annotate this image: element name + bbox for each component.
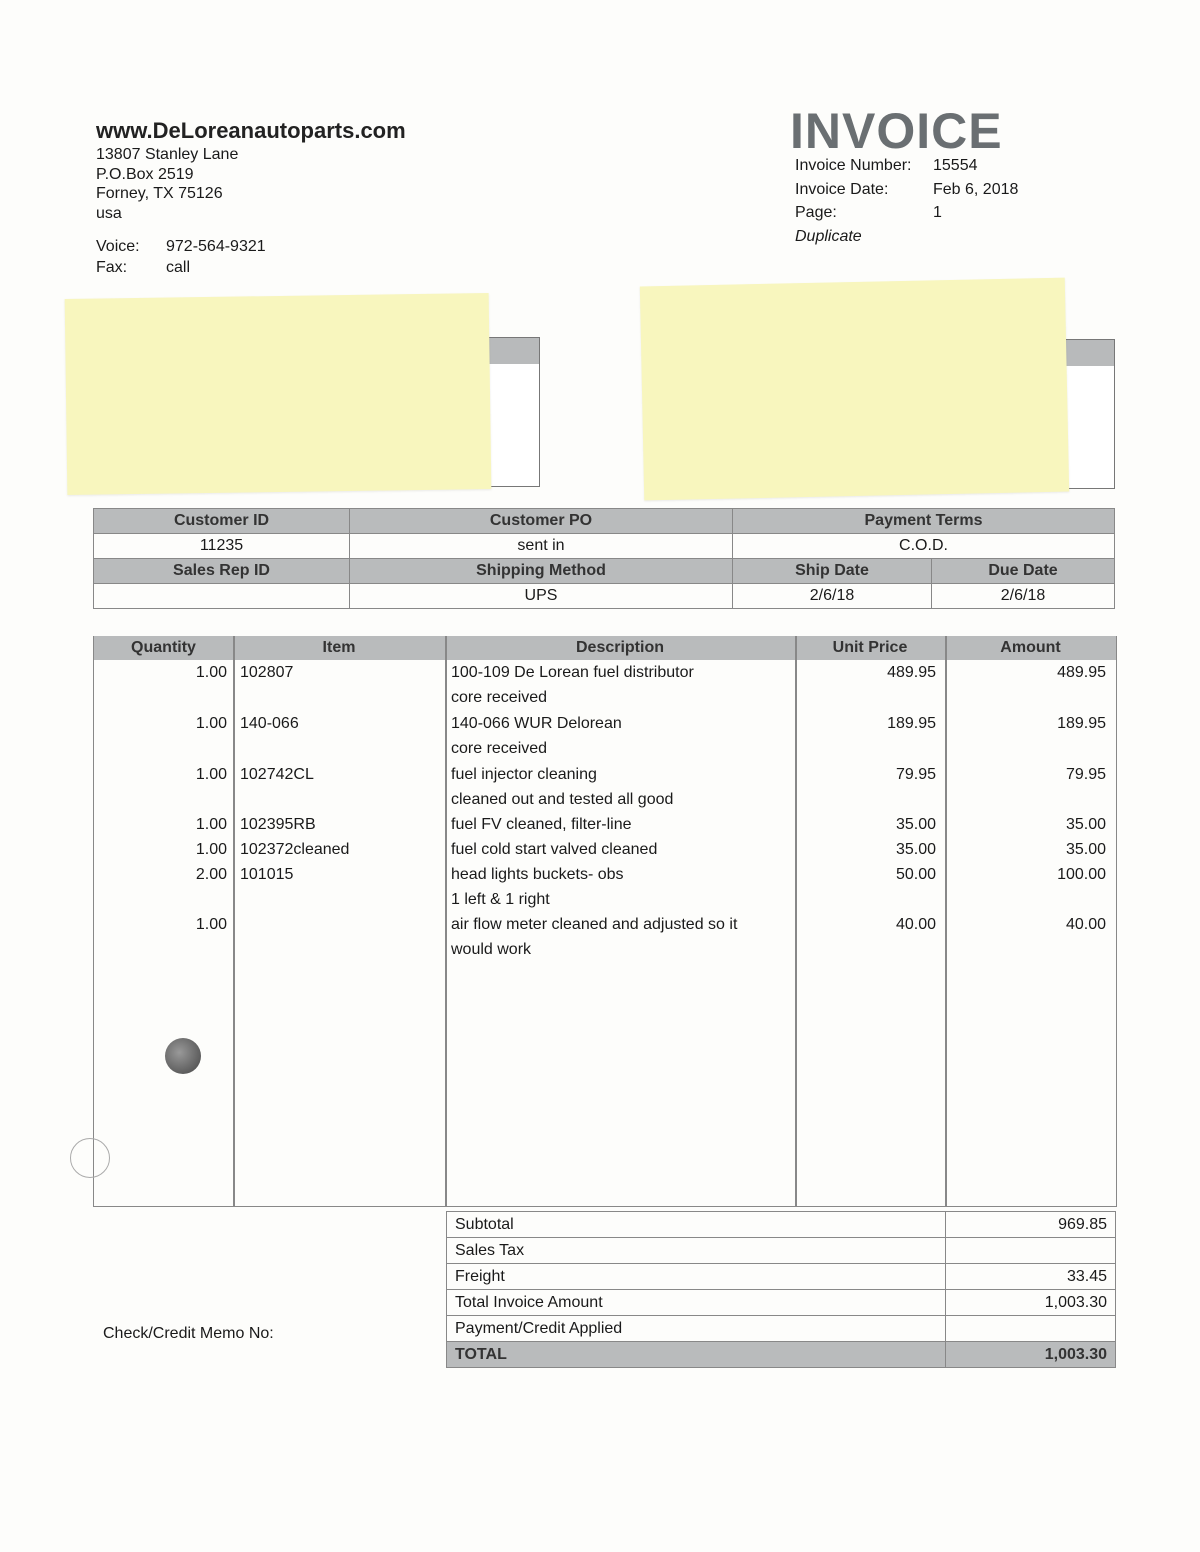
item-quantity: 1.00 xyxy=(195,841,227,858)
item-amount: 40.00 xyxy=(1065,916,1106,933)
item-amount: 79.95 xyxy=(1065,766,1106,783)
customer-po-value: sent in xyxy=(350,534,733,559)
item-description-line: 1 left & 1 right xyxy=(451,891,550,908)
item-description-line: core received xyxy=(451,689,548,706)
item-amount: 189.95 xyxy=(1057,715,1106,732)
item-description-line: 100-109 De Lorean fuel distributor xyxy=(451,664,694,681)
due-date-value: 2/6/18 xyxy=(932,584,1115,609)
sales-tax-label: Sales Tax xyxy=(447,1238,946,1264)
description-header: Description xyxy=(575,639,664,656)
sales-tax-value xyxy=(946,1238,1116,1264)
item-number: 102372cleaned xyxy=(240,841,350,858)
item-number: 140-066 xyxy=(240,715,299,732)
payment-credit-value xyxy=(946,1316,1116,1342)
sticky-note-redaction xyxy=(65,293,492,495)
address-line: 13807 Stanley Lane xyxy=(96,146,239,163)
due-date-header: Due Date xyxy=(932,559,1115,584)
item-unit-price: 189.95 xyxy=(887,715,936,732)
item-unit-price: 35.00 xyxy=(895,841,936,858)
company-contact xyxy=(96,236,266,278)
column-divider xyxy=(445,636,447,1206)
subtotal-value: 969.85 xyxy=(946,1212,1116,1238)
fax-number: call xyxy=(166,259,191,276)
invoice-date-label: Invoice Date: xyxy=(795,180,889,198)
item-amount: 489.95 xyxy=(1057,664,1106,681)
page-number: 1 xyxy=(933,204,942,221)
item-amount: 35.00 xyxy=(1065,841,1106,858)
payment-terms-header: Payment Terms xyxy=(733,509,1115,534)
duplicate-note: Duplicate xyxy=(795,228,862,245)
item-unit-price: 489.95 xyxy=(887,664,936,681)
line-items-table xyxy=(93,636,1117,1207)
hole-punch-mark xyxy=(165,1038,201,1074)
item-number: 102742CL xyxy=(240,766,314,783)
sales-rep-header: Sales Rep ID xyxy=(94,559,350,584)
item-description-line: would work xyxy=(451,941,532,958)
item-unit-price: 79.95 xyxy=(895,766,936,783)
address-line: P.O.Box 2519 xyxy=(96,165,194,183)
freight-label: Freight xyxy=(447,1264,946,1290)
total-label: TOTAL xyxy=(447,1342,946,1368)
shipping-method-value: UPS xyxy=(350,584,733,609)
amount-header: Amount xyxy=(1000,639,1061,656)
invoice-date: Feb 6, 2018 xyxy=(933,180,1019,198)
item-description-line: air flow meter cleaned and adjusted so it xyxy=(451,916,738,933)
check-credit-memo-label: Check/Credit Memo No: xyxy=(103,1325,274,1342)
invoice-number-label: Invoice Number: xyxy=(795,157,912,174)
item-quantity: 1.00 xyxy=(195,715,227,732)
item-number: 102807 xyxy=(240,664,294,681)
sales-rep-value xyxy=(94,584,350,609)
item-amount: 35.00 xyxy=(1065,816,1106,833)
invoice-number: 15554 xyxy=(933,157,978,174)
sticky-note-redaction xyxy=(640,278,1069,501)
item-quantity: 1.00 xyxy=(195,816,227,833)
item-description-line: 140-066 WUR Delorean xyxy=(451,715,622,732)
item-description-line: fuel injector cleaning xyxy=(451,766,597,783)
item-quantity: 1.00 xyxy=(195,766,227,783)
item-number: 102395RB xyxy=(240,816,316,833)
freight-value: 33.45 xyxy=(946,1264,1116,1290)
item-description-line: core received xyxy=(451,740,548,757)
unit-price-header: Unit Price xyxy=(832,639,908,656)
item-quantity: 1.00 xyxy=(195,664,227,681)
item-description-line: fuel FV cleaned, filter-line xyxy=(451,816,632,833)
item-description-line: fuel cold start valved cleaned xyxy=(451,841,658,858)
column-divider xyxy=(233,636,235,1206)
item-amount: 100.00 xyxy=(1057,866,1106,883)
customer-id-header: Customer ID xyxy=(94,509,350,534)
customer-id-value: 11235 xyxy=(94,534,350,559)
shipping-method-header: Shipping Method xyxy=(350,559,733,584)
item-number: 101015 xyxy=(240,866,294,883)
total-invoice-label: Total Invoice Amount xyxy=(447,1290,946,1316)
total-value: 1,003.30 xyxy=(946,1342,1116,1368)
item-description-line: cleaned out and tested all good xyxy=(451,791,674,808)
voice-number: 972-564-9321 xyxy=(166,238,266,255)
item-quantity: 2.00 xyxy=(195,866,227,883)
company-address xyxy=(96,145,238,223)
item-quantity: 1.00 xyxy=(195,916,227,933)
total-invoice-value: 1,003.30 xyxy=(946,1290,1116,1316)
address-line: usa xyxy=(96,204,122,222)
ship-date-value: 2/6/18 xyxy=(733,584,932,609)
item-header: Item xyxy=(322,639,356,656)
item-unit-price: 35.00 xyxy=(895,816,936,833)
company-url: www.DeLoreanautoparts.com xyxy=(96,118,406,143)
ship-date-header: Ship Date xyxy=(733,559,932,584)
subtotal-label: Subtotal xyxy=(447,1212,946,1238)
fax-label: Fax: xyxy=(96,259,128,276)
item-unit-price: 40.00 xyxy=(895,916,936,933)
order-info-table xyxy=(93,508,1115,609)
item-unit-price: 50.00 xyxy=(895,866,936,883)
hole-punch-outline xyxy=(70,1138,110,1178)
quantity-header: Quantity xyxy=(131,639,196,656)
invoice-title: INVOICE xyxy=(790,103,1003,159)
payment-terms-value: C.O.D. xyxy=(733,534,1115,559)
payment-credit-label: Payment/Credit Applied xyxy=(447,1316,946,1342)
totals-table xyxy=(446,1211,1116,1368)
item-description-line: head lights buckets- obs xyxy=(451,866,624,883)
page-label: Page: xyxy=(795,204,837,221)
customer-po-header: Customer PO xyxy=(350,509,733,534)
voice-label: Voice: xyxy=(96,238,140,255)
invoice-meta xyxy=(795,154,1018,225)
address-line: Forney, TX 75126 xyxy=(96,185,223,202)
